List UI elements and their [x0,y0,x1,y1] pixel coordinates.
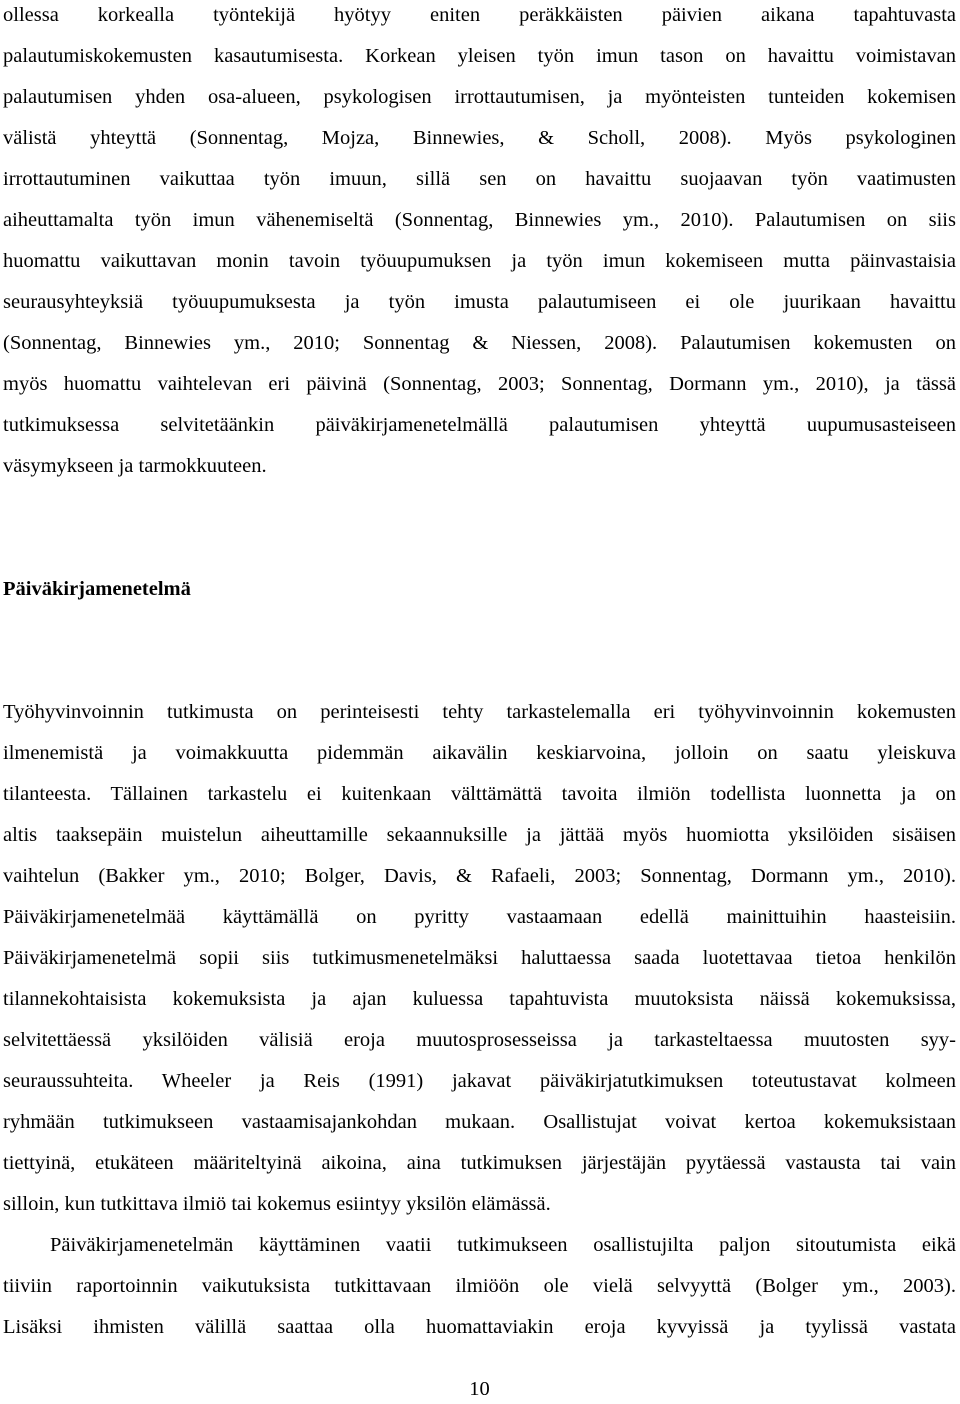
paragraph-2-line: vaihtelun (Bakker ym., 2010; Bolger, Davis, & Rafaeli, 2003; Sonnentag, Dormann ym., 2010). [3,865,956,887]
paragraph-2-line: ilmenemistä ja voimakkuutta pidemmän aikavälin keskiarvoina, jolloin on saatu yleiskuva [3,742,956,764]
paragraph-1-line: palautumisen yhden osa-alueen, psykologisen irrottautumisen, ja myönteisten tunteiden kokemisen [3,86,956,108]
paragraph-1-line: (Sonnentag, Binnewies ym., 2010; Sonnentag & Niessen, 2008). Palautumisen kokemusten on [3,332,956,354]
paragraph-2-line: ryhmään tutkimukseen vastaamisajankohdan mukaan. Osallistujat voivat kertoa kokemuksistaan [3,1111,956,1133]
page-number: 10 [469,1378,490,1400]
paragraph-1-line: myös huomattu vaihtelevan eri päivinä (Sonnentag, 2003; Sonnentag, Dormann ym., 2010), ja tässä [3,373,956,395]
paragraph-2-line: tilanteesta. Tällainen tarkastelu ei kuitenkaan välttämättä tavoita ilmiön todellista luonnetta ja on [3,783,956,805]
section-heading: Päiväkirjamenetelmä [3,578,191,600]
paragraph-1-line: aiheuttamalta työn imun vähenemiseltä (Sonnentag, Binnewies ym., 2010). Palautumisen on siis [3,209,956,231]
paragraph-2-line: Päiväkirjamenetelmää käyttämällä on pyritty vastaamaan edellä mainittuihin haasteisiin. [3,906,956,928]
paragraph-1-line: huomattu vaikuttavan monin tavoin työuupumuksen ja työn imun kokemiseen mutta päinvastaisia [3,250,956,272]
paragraph-1-line: välistä yhteyttä (Sonnentag, Mojza, Binnewies, & Scholl, 2008). Myös psykologinen [3,127,956,149]
paragraph-3-line: Päiväkirjamenetelmän käyttäminen vaatii tutkimukseen osallistujilta paljon sitoutumista eikä [50,1234,956,1256]
paragraph-1-line: palautumiskokemusten kasautumisesta. Korkean yleisen työn imun tason on havaittu voimistavan [3,45,956,67]
paragraph-2-line: tilannekohtaisista kokemuksista ja ajan kuluessa tapahtuvista muutoksista näissä kokemuksissa, [3,988,956,1010]
paragraph-2-line: selvitettäessä yksilöiden välisiä eroja muutosprosesseissa ja tarkasteltaessa muutosten syy- [3,1029,956,1051]
paragraph-2-line: altis taaksepäin muistelun aiheuttamille sekaannuksille ja jättää myös huomiotta yksilöiden sisäisen [3,824,956,846]
paragraph-1-line: irrottautuminen vaikuttaa työn imuun, sillä sen on havaittu suojaavan työn vaatimusten [3,168,956,190]
paragraph-1-line: seurausyhteyksiä työuupumuksesta ja työn imusta palautumiseen ei ole juurikaan havaittu [3,291,956,313]
paragraph-1-line: väsymykseen ja tarmokkuuteen. [3,455,267,477]
paragraph-2-line: Työhyvinvoinnin tutkimusta on perinteisesti tehty tarkastelemalla eri työhyvinvoinnin kokemusten [3,701,956,723]
paragraph-1-line: tutkimuksessa selvitetäänkin päiväkirjamenetelmällä palautumisen yhteyttä uupumusasteiseen [3,414,956,436]
paragraph-2-line: silloin, kun tutkittava ilmiö tai kokemus esiintyy yksilön elämässä. [3,1193,551,1215]
paragraph-3-line: Lisäksi ihmisten välillä saattaa olla huomattaviakin eroja kyvyissä ja tyylissä vastata [3,1316,956,1338]
paragraph-2-line: tiettyinä, etukäteen määriteltyinä aikoina, aina tutkimuksen järjestäjän pyytäessä vastausta tai vain [3,1152,956,1174]
paragraph-1-line: ollessa korkealla työntekijä hyötyy eniten peräkkäisten päivien aikana tapahtuvasta [3,4,956,26]
paragraph-2-line: seuraussuhteita. Wheeler ja Reis (1991) jakavat päiväkirjatutkimuksen toteutustavat kolmeen [3,1070,956,1092]
paragraph-2-line: Päiväkirjamenetelmä sopii siis tutkimusmenetelmäksi haluttaessa saada luotettavaa tietoa henkilön [3,947,956,969]
paragraph-3-line: tiiviin raportoinnin vaikutuksista tutkittavaan ilmiöön ole vielä selvyyttä (Bolger ym., 2003). [3,1275,956,1297]
